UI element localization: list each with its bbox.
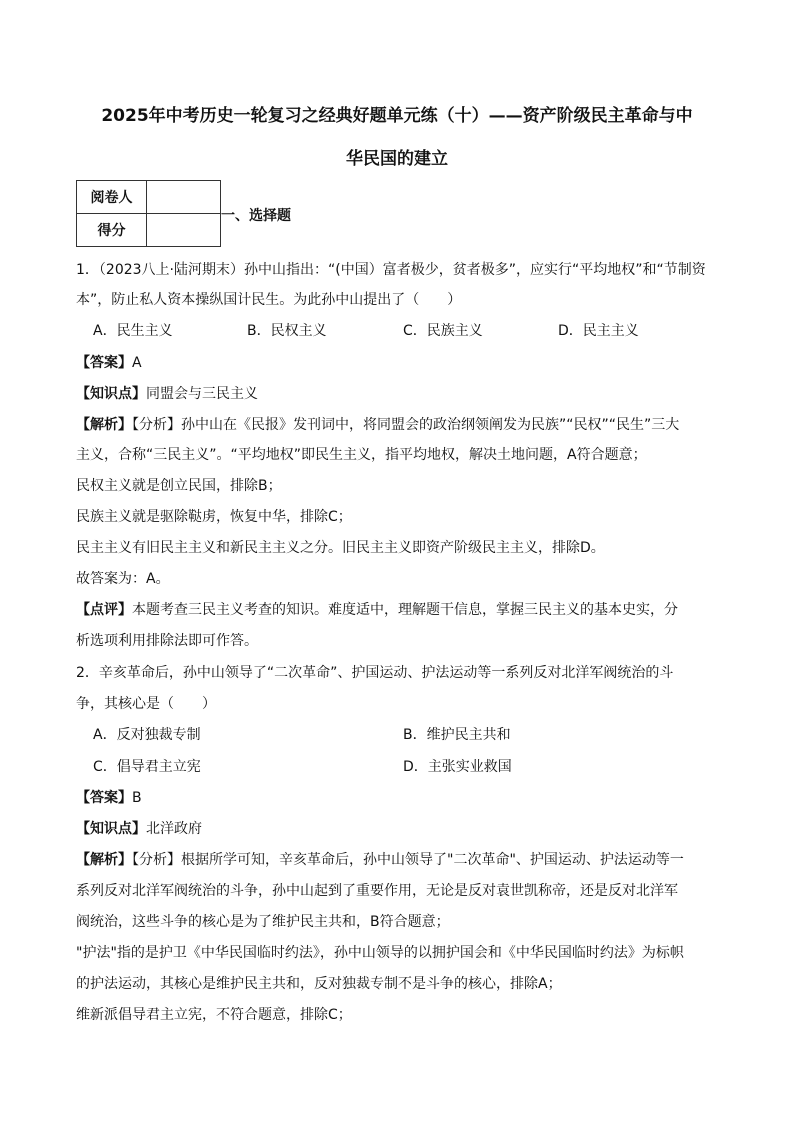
q2-analysis-line-3: 阀统治，这些斗争的核心是为了维护民主共和，B符合题意；	[76, 914, 450, 930]
q2-option-b: B．维护民主共和	[403, 727, 511, 743]
analysis-text: 【分析】根据所学可知，辛亥革命后，孙中山领导了"二次革命"、护国运动、护法运动等一	[132, 852, 684, 868]
comment-label: 【点评】	[76, 602, 132, 618]
q1-analysis-line-5: 民主主义有旧民主主义和新民主主义之分。旧民主主义即资产阶级民主主义，排除D。	[76, 540, 605, 556]
document-title-line-1: 2025年中考历史一轮复习之经典好题单元练（十）——资产阶级民主革命与中	[101, 106, 693, 126]
knowledge-value: 北洋政府	[146, 821, 202, 837]
q2-option-c: C．倡导君主立宪	[93, 759, 201, 775]
analysis-text: 【分析】孙中山在《民报》发刊词中，将同盟会的政治纲领阐发为民族”“民权”“民生”三大	[132, 417, 680, 433]
q1-option-d: D．民主主义	[558, 323, 639, 339]
score-table	[76, 180, 221, 247]
q1-analysis-line-2: 主义，合称“三民主义”。“平均地权”即民生主义，指平均地权，解决土地问题，A符合题意；	[76, 447, 647, 463]
q1-knowledge-row	[76, 384, 726, 404]
q1-analysis-line-4: 民族主义就是驱除鞑虏，恢复中华，排除C；	[76, 509, 352, 525]
answer-value: B	[132, 790, 142, 806]
q1-comment-line-1	[76, 600, 726, 620]
q1-option-c: C．民族主义	[403, 323, 483, 339]
q2-analysis-line-5: 的护法运动，其核心是维护民主共和，反对独裁专制不是斗争的核心，排除A；	[76, 976, 562, 992]
section-title: 一、选择题	[221, 208, 291, 224]
q2-analysis-line-6: 维新派倡导君主立宪，不符合题意，排除C；	[76, 1007, 352, 1023]
q2-analysis-line-1	[76, 850, 726, 870]
q2-analysis-line-2: 系列反对北洋军阀统治的斗争，孙中山起到了重要作用，无论是反对袁世凯称帝，还是反对北洋军	[76, 883, 678, 899]
reviewer-value	[147, 181, 221, 214]
q2-option-a: A．反对独裁专制	[93, 727, 201, 743]
score-label: 得分	[77, 214, 147, 247]
q2-analysis-line-4: "护法"指的是护卫《中华民国临时约法》，孙中山领导的以拥护国会和《中华民国临时约法》为标帜	[76, 945, 684, 961]
analysis-label: 【解析】	[76, 852, 132, 868]
reviewer-label: 阅卷人	[77, 181, 147, 214]
knowledge-label: 【知识点】	[76, 821, 146, 837]
q2-stem-line-1: 2．辛亥革命后，孙中山领导了“二次革命”、护国运动、护法运动等一系列反对北洋军阀统治的斗	[76, 665, 674, 681]
q1-comment-line-2: 析选项利用排除法即可作答。	[76, 633, 258, 649]
q1-stem-line-2: 本”，防止私人资本操纵国计民生。为此孙中山提出了（ ）	[76, 292, 462, 308]
q1-answer-row	[76, 353, 726, 373]
q1-option-b: B．民权主义	[247, 323, 327, 339]
comment-text: 本题考查三民主义考查的知识。难度适中，理解题干信息，掌握三民主义的基本史实，分	[132, 602, 678, 618]
score-value	[147, 214, 221, 247]
q2-stem-line-2: 争，其核心是（ ）	[76, 696, 216, 712]
knowledge-value: 同盟会与三民主义	[146, 386, 258, 402]
q2-option-d: D．主张实业救国	[403, 759, 512, 775]
q1-stem-line-1: 1．（2023八上·陆河期末）孙中山指出：“(中国）富者极少，贫者极多”，应实行“平均地权”和“节制资	[76, 262, 706, 278]
q2-knowledge-row	[76, 819, 726, 839]
q1-option-a: A．民生主义	[93, 323, 173, 339]
answer-label: 【答案】	[76, 355, 132, 371]
q1-analysis-line-1	[76, 415, 726, 435]
document-title-line-2: 华民国的建立	[346, 149, 448, 169]
q1-analysis-line-6: 故答案为：A。	[76, 571, 170, 587]
answer-value: A	[132, 355, 142, 371]
analysis-label: 【解析】	[76, 417, 132, 433]
q2-answer-row	[76, 788, 726, 808]
q1-analysis-line-3: 民权主义就是创立民国，排除B；	[76, 478, 282, 494]
knowledge-label: 【知识点】	[76, 386, 146, 402]
answer-label: 【答案】	[76, 790, 132, 806]
